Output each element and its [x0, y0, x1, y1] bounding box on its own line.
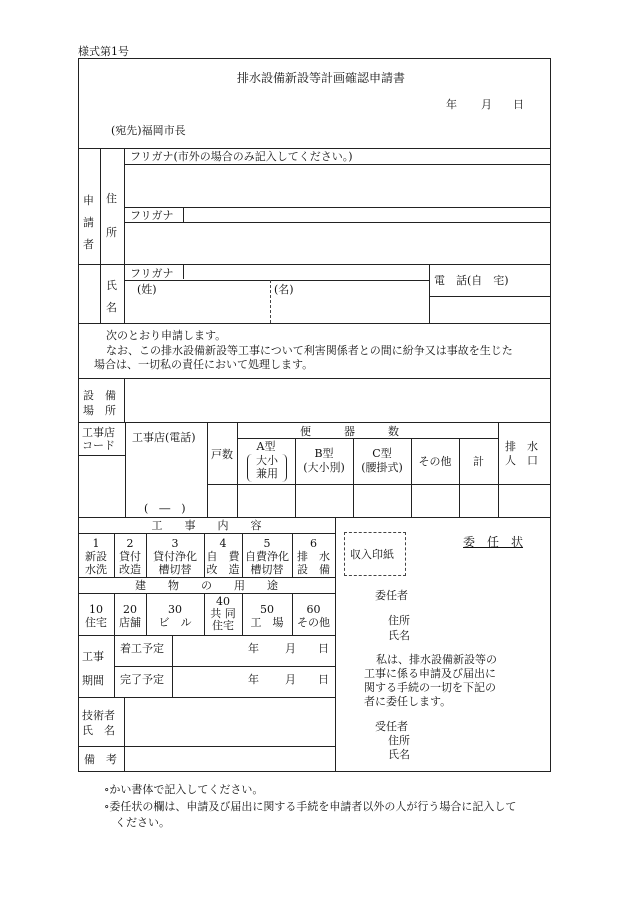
type-b-sub: (大小別): [303, 461, 345, 474]
end-year: 年: [248, 673, 259, 686]
type-c-label: C型: [372, 447, 392, 460]
building-item-50[interactable]: 50 工 場: [250, 603, 284, 629]
type-a-sub: 大小 兼用: [247, 454, 287, 482]
period-label: 工事 期間: [82, 650, 104, 687]
facility-location-field[interactable]: [125, 379, 550, 421]
work-header: 工 事 内 容: [151, 519, 262, 532]
delegation-body-4: 者に委任します。: [364, 695, 452, 708]
remarks-label: 備 考: [84, 753, 117, 766]
given-name-label: (名): [274, 283, 294, 296]
building-item-10[interactable]: 10 住宅: [85, 603, 107, 629]
contractor-phone-paren: ( ― ): [144, 502, 186, 515]
building-item-40[interactable]: 40 共 同 住宅: [210, 595, 236, 632]
furigana-note: フリガナ(市外の場合のみ記入してください。): [130, 150, 353, 163]
engineer-name-field[interactable]: [125, 698, 334, 745]
engineer-label: 技術者 氏 名: [82, 709, 115, 737]
name-furigana-label: フリガナ: [130, 267, 174, 280]
surname-label: (姓): [137, 283, 157, 296]
address-field[interactable]: [125, 223, 550, 264]
work-item-5[interactable]: 5 自費浄化 槽切替: [245, 537, 289, 576]
work-item-4[interactable]: 4 自 費 改 造: [206, 537, 240, 576]
applicant-label: 申 請 者: [83, 194, 94, 251]
type-a-label: A型: [256, 440, 276, 453]
building-item-30[interactable]: 30 ビ ル: [158, 603, 192, 629]
date-month: 月: [481, 98, 492, 111]
note-2-cont: ください。: [115, 816, 170, 829]
note-1: ∘かい書体で記入してください。: [104, 783, 264, 796]
revenue-stamp-label: 収入印紙: [350, 548, 394, 561]
address-furigana-label: フリガナ: [130, 209, 174, 222]
phone-field[interactable]: [430, 297, 550, 322]
declaration-line2: なお、この排水設備新設等工事について利害関係者との間に紛争又は事故を生じた: [106, 344, 513, 357]
declaration-line3: 場合は、一切私の責任において処理します。: [94, 358, 314, 371]
bullet-icon: ∘: [104, 783, 110, 796]
declaration-line1: 次のとおり申請します。: [106, 329, 227, 342]
delegation-body-1: 私は、排水設備新設等の: [376, 653, 497, 666]
work-item-6[interactable]: 6 排 水 設 備: [297, 537, 330, 576]
other-label: その他: [418, 455, 452, 468]
building-item-20[interactable]: 20 店舗: [119, 603, 141, 629]
bullet-icon: ∘: [104, 800, 110, 813]
address-city-field[interactable]: [125, 165, 550, 207]
remarks-field[interactable]: [125, 747, 334, 771]
work-item-3[interactable]: 3 貸付浄化 槽切替: [153, 537, 197, 576]
end-planned-label: 完了予定: [120, 673, 164, 686]
delegation-body-2: 工事に係る申請及び届出に: [364, 667, 496, 680]
work-item-2[interactable]: 2 貸付 改造: [119, 537, 141, 576]
facility-label: 設 備 場 所: [83, 389, 116, 417]
phone-label: 電 話(自 宅): [434, 274, 509, 287]
delegate-label: 受任者: [375, 720, 408, 733]
date-day: 日: [513, 98, 524, 111]
form-number: 様式第1号: [78, 45, 129, 58]
address-label: 住 所: [106, 192, 117, 239]
building-item-60[interactable]: 60 その他: [297, 603, 330, 629]
note-2: ∘委任状の欄は、申請及び届出に関する手続を申請者以外の人が行う場合に記入して: [104, 800, 517, 813]
start-year: 年: [248, 642, 259, 655]
addressee: (宛先)福岡市長: [111, 124, 186, 137]
drainage-population-label: 排 水 人 口: [505, 440, 538, 467]
households-label: 戸数: [211, 448, 233, 461]
total-label: 計: [473, 455, 484, 468]
delegator-name-label: 氏名: [388, 629, 410, 642]
delegation-body-3: 関する手続の一切を下記の: [364, 681, 496, 694]
contractor-code-label: 工事店 コード: [82, 426, 115, 452]
date-year: 年: [446, 98, 457, 111]
work-item-1[interactable]: 1 新設 水洗: [85, 537, 107, 576]
form-title: 排水設備新設等計画確認申請書: [237, 71, 406, 85]
start-planned-label: 着工予定: [120, 642, 164, 655]
building-header: 建 物 の 用 途: [135, 579, 278, 592]
end-month: 月: [285, 673, 296, 686]
type-c-sub: (腰掛式): [361, 461, 403, 474]
type-b-label: B型: [314, 447, 334, 460]
delegate-address-label: 住所: [388, 734, 410, 747]
delegation-title: 委 任 状: [463, 535, 524, 549]
delegate-name-label: 氏名: [388, 748, 410, 761]
fixtures-header: 便 器 数: [300, 425, 399, 438]
end-day: 日: [318, 673, 329, 686]
delegator-address-label: 住所: [388, 614, 410, 627]
delegator-label: 委任者: [375, 589, 408, 602]
start-day: 日: [318, 642, 329, 655]
contractor-name-label: 工事店(電話): [132, 431, 196, 444]
name-label: 氏 名: [106, 279, 117, 314]
start-month: 月: [285, 642, 296, 655]
